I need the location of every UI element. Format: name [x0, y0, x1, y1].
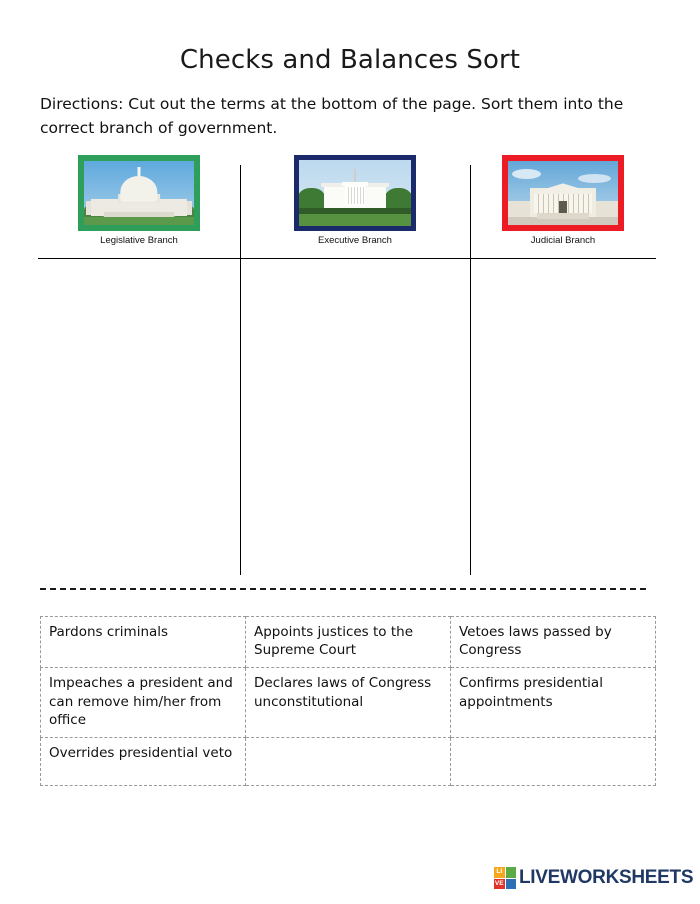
table-row [41, 668, 656, 738]
liveworksheets-logo-mark-icon [494, 867, 516, 889]
term-cell[interactable]: Overrides presidential veto [41, 738, 246, 786]
white-house-photo [299, 160, 411, 226]
branch-column-executive [240, 155, 470, 258]
liveworksheets-logo[interactable] [494, 866, 693, 890]
legislative-image-frame [78, 155, 200, 231]
logo-cell-blank-blue [506, 879, 517, 890]
logo-cell-blank-green [506, 867, 517, 878]
horizontal-divider-line [38, 258, 656, 259]
us-capitol-photo [84, 161, 194, 225]
term-cell-empty[interactable] [246, 738, 451, 786]
vertical-divider-line-2 [470, 165, 471, 575]
term-cell[interactable]: Confirms presidential appointments [451, 668, 656, 738]
logo-cell-li: LI [494, 867, 505, 878]
branch-label-judicial: Judicial Branch [530, 235, 596, 246]
branch-column-judicial [470, 155, 656, 258]
supreme-court-photo [508, 161, 618, 225]
term-cell[interactable]: Vetoes laws passed by Congress [451, 617, 656, 668]
branch-label-executive: Executive Branch [318, 235, 392, 246]
branch-label-legislative: Legislative Branch [100, 235, 178, 246]
term-cell[interactable]: Pardons criminals [41, 617, 246, 668]
term-cell[interactable]: Impeaches a president and can remove him/her from office [41, 668, 246, 738]
vertical-divider-line-1 [240, 165, 241, 575]
executive-image-frame [294, 155, 416, 231]
cut-here-dashed-line [40, 588, 646, 590]
branch-column-legislative [38, 155, 240, 258]
term-cell[interactable]: Appoints justices to the Supreme Court [246, 617, 451, 668]
table-row [41, 617, 656, 668]
term-cell[interactable]: Declares laws of Congress unconstitutional [246, 668, 451, 738]
terms-table [40, 616, 656, 786]
term-cell-empty[interactable] [451, 738, 656, 786]
logo-cell-ve: VE [494, 879, 505, 890]
table-row [41, 738, 656, 786]
page-title: Checks and Balances Sort [179, 45, 521, 75]
directions-text: Directions: Cut out the terms at the bottom of the page. Sort them into the correct branch of government. [40, 95, 624, 138]
judicial-image-frame [502, 155, 624, 231]
sort-area [38, 155, 656, 580]
liveworksheets-wordmark: LIVEWORKSHEETS [519, 867, 694, 888]
